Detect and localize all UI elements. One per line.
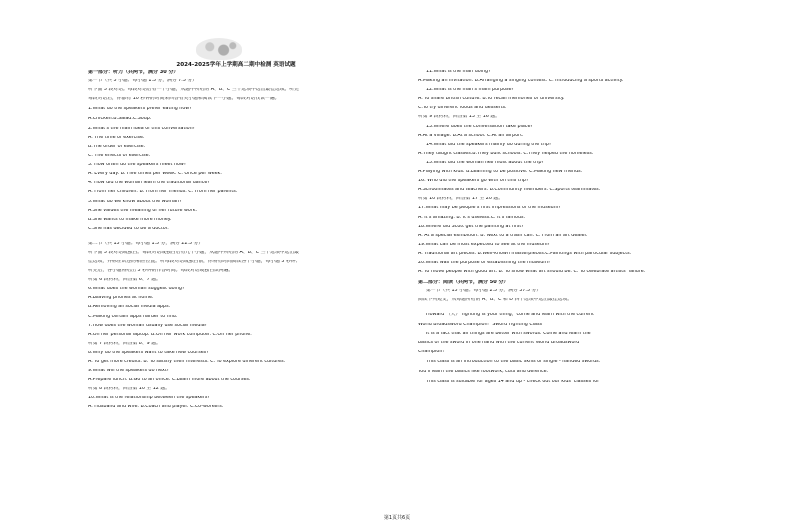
left-column-line: 佳选项，并标在试卷的相应位置。听每段对话或独白前，你将有时间阅读各个小题，每小题 5 秒钟；	[88, 259, 301, 264]
left-column-line: A.On her personal laptop. B.On her work computer. C.On her phone.	[88, 332, 252, 337]
line-gap	[418, 304, 724, 313]
right-column-line: 18.Where did Scott get the painting at first?	[418, 224, 524, 229]
right-column-line: 第二部分：阅读（共两节，满分 50 分）	[418, 280, 509, 286]
left-column-line: 第一节（共 5 小题；每小题 1.5 分，满分 7.5 分）	[88, 79, 198, 84]
left-column-line: C.She has decided to be a doctor.	[88, 226, 169, 231]
left-column-line: B.Removing all social media apps.	[88, 305, 171, 310]
left-column-line: A. The time of exercise.	[88, 135, 145, 140]
left-column-line: 听第 7 段材料，回答第 8、9 题。	[88, 341, 161, 346]
left-column-line: C. The effects of exercise.	[88, 154, 151, 159]
left-column-line: A. From her children. B. From her friends. C. From her parents.	[88, 190, 238, 195]
right-column-line: A.Making an invitation. B.Arranging a singing contest. C. Introducing a sports activity.	[418, 79, 624, 84]
right-column-line: 16. Who did the speakers go with on this trip?	[418, 179, 529, 184]
left-column-line: 9.What will the speakers do next?	[88, 369, 170, 374]
right-column-line: 13.Where does the conversation take place?	[426, 124, 533, 129]
left-column-line: A.She values the meaning of her future work.	[88, 208, 198, 213]
left-column-line: 第二节（共 15 小题；每小题 1.5 分，满分 22.5 分）	[88, 241, 204, 246]
right-column-line: 听第 10 段材料，回答第 17 至 20 题。	[418, 197, 504, 202]
left-column-line: 听完后，各小题将给出 5 秒钟的作答时间。每段对话或独白读两遍。	[88, 269, 234, 274]
left-column-line: 3. How often do the speakers meet now?	[88, 163, 187, 168]
left-column-line: 听第 6 段材料，回答第 6、7 题。	[88, 278, 161, 283]
left-column-line: 2.What's the main idea of this conversation?	[88, 126, 196, 131]
right-column-line: Howard （大） fighting is your thing，come and learn with the current	[426, 313, 594, 318]
left-column-line: B.The order of exercise.	[88, 144, 146, 149]
right-column-line: 听第 9 段材料，回答第 13 至 16 题。	[418, 115, 500, 120]
left-column-line: A. To get more credits. B. To satisfy their interests. C. To explore different cultures.	[88, 360, 286, 364]
left-column-line: A. Every day. B. Five times per week. C. Once per week.	[88, 172, 222, 177]
right-column-line: A. To move people with good art. B. To show what art should be. C. To celebrate artists' failure.	[418, 270, 646, 275]
right-column-line: 17.What may be people's first impressions of the museum?	[418, 206, 561, 211]
left-column-line: 8.Why do the speakers want to take new courses?	[88, 350, 209, 355]
left-column-line: A. Husband and wife. B.Coach and player. C.Co-workers.	[88, 405, 224, 410]
right-column-line: A. It's amazing. B. It's useless.C. It's famous.	[418, 215, 526, 220]
left-column-line: 7.How does the woman usually use social media?	[88, 323, 208, 328]
right-column-line: Champion!	[418, 349, 445, 354]
left-column-line: 1.What do the speakers prefer eating now?	[88, 107, 192, 112]
left-column-line: 6.What does the woman suggest doing?	[88, 287, 185, 292]
right-column-line: 阅读下列短文，从每题所给的 A、B、C 和 D 四个选项中选出最佳选项。	[418, 298, 573, 303]
school-logo	[196, 38, 242, 60]
right-column-line: You'll learn the basics like footwork, cuts and defence.	[418, 370, 549, 375]
right-column-line: This class is suitable for ages 14 and up - check out our kids' classes for	[426, 380, 600, 385]
right-column-line: 20.What was the purpose of establishing the museum?	[418, 260, 551, 265]
right-column-line: A.Playing with kids. B.Learning to be positive. C.Making new friends.	[418, 170, 583, 175]
right-column-line: It is a fact that all things are better with swords. Come and learn the	[426, 331, 591, 336]
right-column	[418, 70, 724, 386]
right-column-line: A. To share British culture. B.To recall memories of university.	[418, 97, 565, 102]
right-column-line: A.They taught classes.B.They built schools. C.They helped the homeless.	[418, 151, 594, 156]
page-title: 2024-2025学年上学期高二期中检测 英语试题	[176, 62, 296, 68]
right-column-line: 19.What can be most expected to see at the museum?	[418, 242, 551, 247]
left-column-line: A.Chicken.B.Salad.C.Soup.	[88, 116, 152, 121]
left-column-line: 听下面 5 段对话。每段对话后有一个小题，从题中所给的 A、B、C 三个选项中选出最佳选项。听完	[88, 88, 299, 93]
left-column-line: 每段对话后，你都有 10 秒钟的时间来回答有关小题和阅读下一小题。每段对话仅读一遍。	[88, 97, 280, 102]
right-column-line: basics of the sword in one hand with the current World Broadsword	[418, 340, 580, 345]
left-column-line: A.Prepare lunch. B.Go to an office. C.Learn more about the courses.	[88, 378, 251, 383]
left-column-line: C.Making certain apps harder to find.	[88, 314, 178, 319]
left-column-line: 10.What is the relationship between the speakers?	[88, 396, 210, 401]
right-column-line: This class is an introduction to the basic skills of single - handed swords.	[426, 360, 601, 364]
left-column-line: A.Leaving phones at home.	[88, 296, 154, 301]
line-gap	[88, 233, 394, 242]
right-column-line: A. At a special exhibition. B. Next to a trash can. C. From an art dealer.	[418, 233, 588, 238]
right-column-line: 15.What did the woman like most about the trip?	[426, 160, 544, 165]
left-column-line: 5.What do we know about the woman?	[88, 199, 182, 204]
right-column-line: 14.What did the speakers mainly do during the trip?	[426, 142, 552, 147]
right-column-line: C.To try different foods and desserts.	[418, 106, 507, 111]
left-column	[88, 70, 394, 411]
left-column-line: 听第 8 段材料，回答第 10 至 12 题。	[88, 387, 170, 392]
left-column-line: 4. How did the woman learn the traditional dance?	[88, 181, 210, 186]
right-column-line: 12.What is the man's main purpose?	[426, 88, 515, 93]
right-column-line: A. Traditional art pieces. B.Well-known masterpieces.C.Paintings with particular subjects.	[418, 251, 632, 256]
right-column-line: 11.What is the man doing?	[426, 70, 491, 74]
left-column-line: B.She wants to make more money.	[88, 217, 172, 222]
left-column-line: 听下面 5 段对话或独白。每段对话或独白后有几个小题，从题中所给的 A、B、C 三个选项中选出最	[88, 250, 299, 255]
page-number: 第1页共6页	[383, 515, 411, 521]
right-column-line: 第一节（共 15 小题；每小题 2.5 分，满分 37.5 分）	[426, 289, 542, 294]
left-column-line: 第一部分：听力（共两节，满分 30 分）	[88, 70, 179, 75]
right-column-line: A.Schoolmates and teachers. B.Community members. C.Sports teammates.	[418, 188, 601, 193]
right-column-line: World Broadsword Champion！Sword Fighting Class	[418, 322, 542, 327]
right-column-line: A.At a village. B.At a school. C.At an airport.	[418, 133, 524, 138]
